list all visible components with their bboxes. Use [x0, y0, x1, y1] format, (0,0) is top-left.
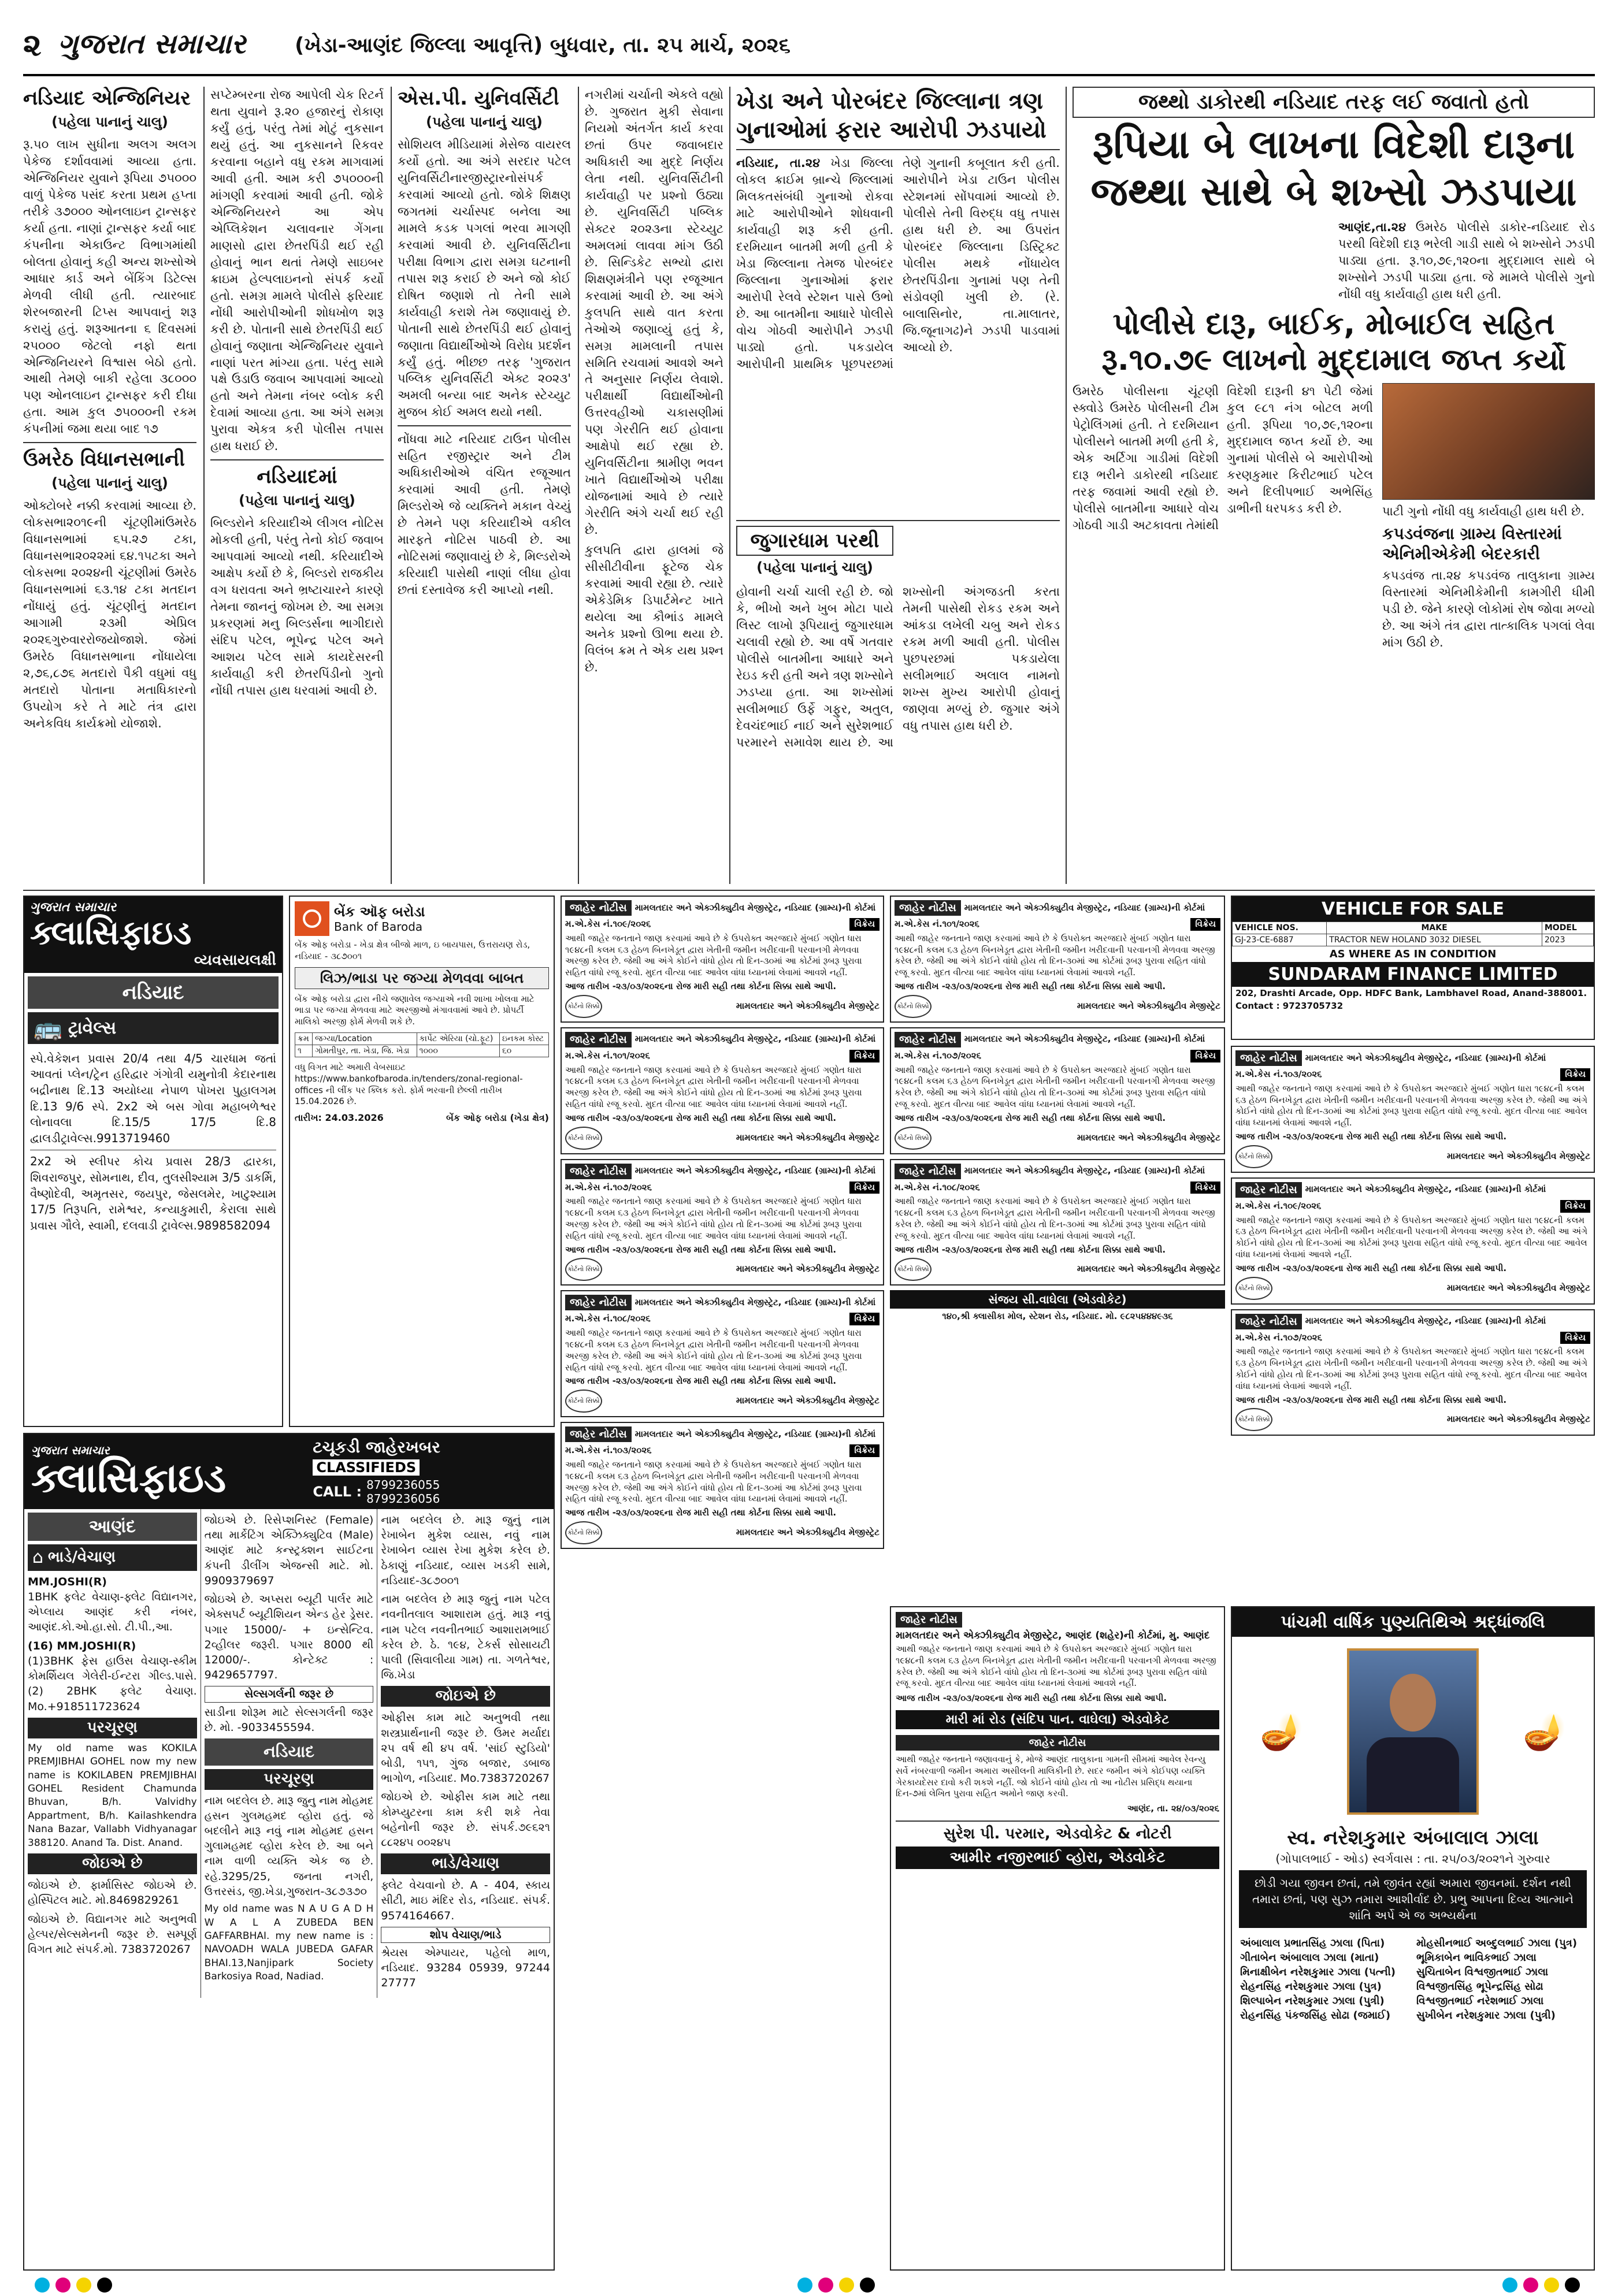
notice-body: આથી જાહેર જનતાને જાણ કરવામાં આવે છે કે ઉપરોક્ત અરજદારે મુંબઈ ગણોત ધારા ૧૯૪૮ની કલમ ૬૩ હેઠળ બિનખેડૂત દ્વારા ખેતીની જમીન ખરીદવાની પરવાનગી મેળવવા અરજી કરેલ છે. જેથી આ અંગે કોઈને વાંધો હોય તો દિન-૩૦માં આ કોર્ટમાં રૂબરૂ પુરાવા સહિત વાંધો રજૂ કરવો. મુદત વીત્યા બાદ આવેલ વાંધા ધ્યાનમાં લેવામાં આવશે નહીં. — [565, 1328, 862, 1373]
tribute-name: સ્વ. નરેશકુમાર અંબાલાલ ઝાલા — [1287, 1826, 1539, 1849]
classified-ad: નામ બદલેલ છે મારૂ જુનું નામ પટેલ નવનીતલાલ આશારામ હતું. મારૂ નવું નામ પટેલ નવનીતભાઈ આશારામભાઈ કરેલ છે. ઠે. ૧૯૪, ટેકર્સ સોસાયટી પાલી (સિવાલીયા ગામ) તા. ગળતેશ્વર, જિ.ખેડા — [381, 1593, 551, 1682]
sale-tag: વિક્રેય — [1560, 1200, 1590, 1213]
classified-ad: ઓફીસ કામ માટે અનુભવી તથા શસ્ત્રપ્રાર્થનાની જરૂર છે. ઉમર મર્યાદા ૨૫ વર્ષ થી ૪૫ વર્ષ. 'સાંઈ સ્ટુડિયો' બોડી, ૧૫૧, ગુંજ બજાર, ડબાજ ભાગોળ, નડિયાદ. Mo.7383720267 — [381, 1711, 551, 1785]
notice-date: આજ તારીખ -૨૩/૦૩/૨૦૨૬ના રોજ મારી સહી તથા કોર્ટના સિક્કા સાથે આપી. — [896, 1693, 1167, 1704]
company-contact: Contact : 9723705732 — [1235, 1000, 1344, 1011]
family-member: સુખીબેન નરેશકુમાર ઝાલા (પુત્રી) — [1416, 2009, 1556, 2022]
classified-ad: 2x2 એ સ્લીપર કોચ પ્રવાસ 28/3 દ્વારકા, શિવરાજપુર, સોમનાથ, દીવ, તુલસીશ્યામ 3/5 ડાકર્મિ, વૈષ્ણોદેવી, અમૃતસર, જયપુર, જેસલમેર, ખાટુશ્યામ 17/5 તિરૂપતિ, રામેશ્વર, કન્યાકુમારી, કેરાલા સાથે પ્રવાસ ગૌલે, સ્વામી, દલવાડી ટ્રાવેલ્સ.9898582094 — [30, 1154, 276, 1232]
headline: રૂપિયા બે લાખના વિદેશી દારૂના — [1092, 122, 1575, 168]
family-member: સુચિતાબેન વિશ્વજીતભાઈ ઝાલા — [1416, 1966, 1549, 1978]
headline: એસ.પી. યુનિવર્સિટી — [398, 87, 559, 110]
sale-tag: વિક્રેય — [1190, 918, 1220, 931]
sale-tag: વિક્રેય — [1190, 1182, 1220, 1194]
family-member: વિશ્વજીતસિંહ ભૂપેન્દ્રસિંહ સોઢા — [1416, 1981, 1543, 1993]
dateline: આણંદ,તા.૨૪ — [1338, 220, 1407, 235]
case-number: મ.એ.કેસ નં.૧૦૭/૨૦૨૬ — [565, 1182, 652, 1192]
bank-name: બેંક ઑફ બરોડા — [334, 904, 425, 920]
continued-note: (પહેલા પાનાનું ચાલુ) — [51, 475, 168, 492]
notice-label: જાહેર નોટીસ — [896, 1735, 1219, 1751]
classified-ad: સ્પે.વેકેશન પ્રવાસ 20/4 તથા 4/5 ચારધામ જતાં આવતાં પ્લેન/ટ્રેન હરિદ્વાર ગંગોત્રી યમુનોત્રી કેદારનાથ બદ્રીનાથ દિ.13 અયોધ્યા નેપાળ પોખરા પુહાલગમ દિ.13 9/6 સ્પે. 2x2 એ બસ ગોવા મહાબળેશ્વર લોનાવલા દિ.15/5 17/5 દિ.8 દ્વાલડીટ્રાવેલ્સ.9913719460 — [30, 1051, 276, 1145]
notice-date: આજ તારીખ -૨૩/૦૩/૨૦૨૬ના રોજ મારી સહી તથા કોર્ટના સિક્કા સાથે આપી. — [895, 980, 1166, 991]
side-headline: કપડવંજના ગ્રામ્ય વિસ્તારમાં એનિમીએકેમી બેદરકારી — [1382, 523, 1562, 563]
court-notice — [561, 896, 884, 1023]
liquor-story — [1073, 87, 1595, 884]
notice-signature: મામલતદાર અને એક્ઝીક્યુટીવ મેજીસ્ટ્રેટ — [1077, 1000, 1220, 1011]
case-number: મ.એ.કેસ નં.૧૦૯/૨૦૨૬ — [565, 919, 651, 929]
tribute-title: પાંચમી વાર્ષિક પુણ્યતિથિએ શ્રદ્ધાંજલિ — [1232, 1607, 1594, 1637]
notices-right — [1231, 1046, 1595, 1600]
notices-middle-2 — [890, 896, 1225, 1600]
notice-office: મામલતદાર અને એક્ઝીક્યુટીવ મેજીસ્ટ્રેટ, નડિયાદ (ગ્રામ્ય)ની કોર્ટમાં — [964, 902, 1205, 913]
bank-ad — [289, 896, 555, 1427]
continued-note: (પહેલા પાનાનું ચાલુ) — [51, 113, 168, 130]
notice-date: આજ તારીખ -૨૩/૦૩/૨૦૨૬ના રોજ મારી સહી તથા કોર્ટના સિક્કા સાથે આપી. — [565, 1112, 837, 1123]
classified-ad: નામ બદલેલ છે. મારૂ જુનુ નામ મોહમદ હસન ગુલમહમદ વ્હોરા હતું. જે બદલીને મારૂ નવું નામ મોહમદ હસન ગુલામહમદ વ્હોરા કરેલ છે. આ બને નામ વાળી વ્યક્તિ એક જ છે. રહે.3295/25, જનતા નગરી, ઉત્તરસંડ, જી.ખેડા,ગુજરાત-૩૮૭૩૭૦ — [204, 1794, 374, 1898]
notice-body: આથી જાહેર જનતાને જાણ કરવામાં આવે છે કે ઉપરોક્ત અરજદારે મુંબઈ ગણોત ધારા ૧૯૪૮ની કલમ ૬૩ હેઠળ બિનખેડૂત દ્વારા ખેતીની જમીન ખરીદવાની પરવાનગી મેળવવા અરજી કરેલ છે. જેથી આ અંગે કોઈને વાંધો હોય તો દિન-૩૦માં આ કોર્ટમાં રૂબરૂ પુરાવા સહિત વાંધો રજૂ કરવો. મુદત વીત્યા બાદ આવેલ વાંધા ધ્યાનમાં લેવામાં આવશે નહીં. — [895, 1064, 1215, 1109]
classifieds-block-2 — [23, 1433, 555, 2271]
notice-signature: મામલતદાર અને એક્ઝીક્યુટીવ મેજીસ્ટ્રેટ — [736, 1000, 879, 1011]
advocate-address: ૧૪૦,શ્રી ક્લાસીકા મોલ, સ્ટેશન રોડ, નડિયાદ. મો. ૯૮૨૫૪૪૪૯૩૬ — [942, 1311, 1173, 1322]
court-notice — [890, 1159, 1225, 1286]
classified-ad: જોઇએ છે. વિદ્યાનગર માટે અનુભવી હેલ્પર/સેલ્સમેનની જરૂર છે. સમ્પૂર્ણ વિગત માટે સંપર્ક.મો. 7383720267 — [28, 1912, 197, 1956]
notice-signature: બેંક ઓફ બરોડા (ખેડા ક્ષેત્ર) — [446, 1112, 549, 1124]
notice-office: મામલતદાર અને એક્ઝીક્યુટીવ મેજીસ્ટ્રેટ, નડિયાદ (ગ્રામ્ય)ની કોર્ટમાં — [634, 1034, 876, 1045]
vehicle-ad — [1231, 896, 1595, 1040]
category-label: ભાડે/વેચાણ — [48, 1548, 116, 1566]
court-notice — [561, 1422, 884, 1549]
anand-notices — [890, 1606, 1225, 2271]
notice-office: મામલતદાર અને એક્ઝીક્યુટીવ મેજીસ્ટ્રેટ, નડિયાદ (ગ્રામ્ય)ની કોર્ટમાં — [634, 1296, 876, 1307]
category-label: જોઇએ છે — [381, 1686, 550, 1707]
case-number: મ.એ.કેસ નં.૧૦૩/૨૦૨૬ — [1235, 1069, 1322, 1079]
case-number: મ.એ.કેસ નં.૧૦૧/૨૦૨૬ — [895, 919, 979, 929]
kicker: જથ્થો ડાકોરથી નડિયાદ તરફ લઈ જવાતો હતો — [1073, 87, 1595, 118]
region-label: નડિયાદ — [28, 976, 279, 1009]
notice-signature: મામલતદાર અને એક્ઝીક્યુટીવ મેજીસ્ટ્રેટ — [1077, 1132, 1220, 1143]
court-notice — [561, 1290, 884, 1417]
notice-body: આથી જાહેર જનતાને જાણ કરવામાં આવે છે કે ઉપરોક્ત અરજદારે મુંબઈ ગણોત ધારા ૧૯૪૮ની કલમ ૬૩ હેઠળ બિનખેડૂત દ્વારા ખેતીની જમીન ખરીદવાની પરવાનગી મેળવવા અરજી કરેલ છે. જેથી આ અંગે કોઈને વાંધો હોય તો દિન-૩૦માં આ કોર્ટમાં રૂબરૂ પુરાવા સહિત વાંધો રજૂ કરવો. મુદત વીત્યા બાદ આવેલ વાંધા ધ્યાનમાં લેવામાં આવશે નહીં. — [565, 1459, 862, 1504]
notice-signature: મામલતદાર અને એક્ઝીક્યુટીવ મેજીસ્ટ્રેટ — [1446, 1414, 1590, 1425]
col4 — [585, 87, 723, 884]
family-member: ગીતાબેન અંબાલાલ ઝાલા (માતા) — [1240, 1952, 1379, 1964]
category-label: પરચૂરણ — [205, 1769, 374, 1790]
story-body: નગરીમાં ચર્ચાની એકલે વહ્યો છે. ગુજરાત મુકી સેવાના નિયમો અંતર્ગત કાર્ય કરવા છતાં ઉપર જવાબદાર અધિકારી આ મુદ્દે નિર્ણય લેતા નથી. યુનિવર્સિટીની કાર્યવાહી પર પ્રશ્નો ઉઠ્યા છે. યુનિવર્સિટી પબ્લિક સેક્ટર ૨૦૨૩ના સ્ટેચ્યુટ અમલમાં લાવવા માંગ ઉઠી છે. સિન્ડિકેટ સભ્યો દ્વારા શિક્ષણમંત્રીને પણ રજૂઆત કરવામાં આવી છે. આ અંગે કુલપતિ સાથે વાત કરતા તેઓએ જણાવ્યું હતું કે, સમગ્ર મામલાની તપાસ સમિતિ રચવામાં આવશે અને તે અનુસાર નિર્ણય લેવાશે. પરીક્ષાર્થી વિદ્યાર્થીઓની ઉત્તરવહીઓ ચકાસણીમાં પણ ગેરરીતિ થઈ હોવાના આક્ષેપો થઈ રહ્યા છે. યુનિવર્સિટીના શ્રામીણ ભવન ખાતે વિદ્યાર્થીઓએ પરીક્ષા યોજનામાં આવે છે ત્યારે ગેરરીતિ અંગે ચર્ચા થઈ રહી છે. — [585, 88, 723, 537]
case-number: મ.એ.કેસ નં.૧૦૩/૨૦૨૬ — [565, 1445, 652, 1456]
notice-date: આજ તારીખ -૨૩/૦૩/૨૦૨૬ના રોજ મારી સહી તથા કોર્ટના સિક્કા સાથે આપી. — [895, 1112, 1166, 1123]
notice-label: જાહેર નોટીસ — [896, 1612, 962, 1628]
classifieds-en: CLASSIFIEDS — [313, 1459, 420, 1476]
diya-icon: 🪔 — [1523, 1711, 1566, 1752]
story-body: પાટી ગુનો નોંધી વધુ કાર્યવાહી હાથ ધરી છે. — [1382, 504, 1585, 518]
tagline: ટચૂકડી જાહેરખબર — [313, 1437, 440, 1457]
page-number: ૨ — [23, 27, 42, 63]
family-member: અંબાલાલ પ્રભાતસિંહ ઝાલા (પિતા) — [1240, 1937, 1385, 1949]
story-body: કપડવંજ તા.૨૪ કપડવંજ તાલુકાના ગ્રામ્ય વિસ્તારમાં એનિમીકેમીની કામગીરી ધીમી પડી છે. જેને કારણે લોકોમાં રોષ જોવા મળ્યો છે. આ અંગે તંત્ર દ્વારા તાત્કાલિક પગલાં લેવા માંગ ઉઠી છે. — [1382, 568, 1595, 649]
classified-subtitle: વ્યવસાયલક્ષી — [194, 951, 276, 969]
notice-date: આજ તારીખ -૨૩/૦૩/૨૦૨૬ના રોજ મારી સહી તથા કોર્ટના સિક્કા સાથે આપી. — [1235, 1131, 1507, 1142]
notice-date: આણંદ, તા. ૨૪/૦૩/૨૦૨૬ — [1127, 1803, 1219, 1814]
notice-office: મામલતદાર અને એક્ઝીક્યુટીવ મેજીસ્ટ્રેટ, નડિયાદ (ગ્રામ્ય)ની કોર્ટમાં — [1305, 1052, 1546, 1063]
tribute-subtitle: (ગોપાલભાઈ - ઓડ) સ્વર્ગવાસ : તા. ૨૫/૦૩/૨૦૨૧ને ગુરુવાર — [1275, 1852, 1550, 1866]
advocate-name: સંજય સી.વાઘેલા (એડવોકેટ) — [890, 1290, 1225, 1309]
family-member: મિનાક્ષીબેન નરેશકુમાર ઝાલા (પત્ની) — [1240, 1966, 1396, 1978]
family-member: રોહનસિંહ પંકજસિંહ સોઢા (જમાઈ) — [1240, 2009, 1391, 2022]
court-notice — [890, 1027, 1225, 1154]
notice-signature: મામલતદાર અને એક્ઝીક્યુટીવ મેજીસ્ટ્રેટ — [1446, 1150, 1590, 1161]
family-member: ભૂમિકાબેન ભાવિકભાઈ ઝાલા — [1416, 1952, 1537, 1964]
notice-date: આજ તારીખ -૨૩/૦૩/૨૦૨૬ના રોજ મારી સહી તથા કોર્ટના સિક્કા સાથે આપી. — [565, 1376, 837, 1387]
notice-signature: મામલતદાર અને એક્ઝીક્યુટીવ મેજીસ્ટ્રેટ — [736, 1132, 879, 1143]
vehicle-note: AS WHERE AS IN CONDITION — [1329, 948, 1497, 960]
story-body: સોશિયલ મીડિયામાં મેસેજ વાયરલ કર્યો હતો. આ અંગે સરદાર પટેલ યુનિવર્સિટીનારજીસ્ટ્રારનોસંપર્ક કરવામાં આવ્યો હતો. જોકે શિક્ષણ જગતમાં ચર્ચાસ્પદ બનેલા આ મામલે કડક પગલાં ભરવા માગણી કરવામાં આવી છે. યુનિવર્સિટીના પરીક્ષા વિભાગ દ્વારા સમગ્ર ઘટનાની તપાસ શરૂ કરાઈ છે અને જો કોઈ દોષિત જણાશે તો તેની સામે કાર્યવાહી કરાશે તેમ જણાવાયું છે. પોતાની સાથે છેતરપિંડી થઈ હોવાનું જણાતા વિદ્યાર્થીઓએ વિરોધ પ્રદર્શન કર્યું હતું. ભીછ્છ તરફ 'ગુજરાત પબ્લિક યુનિવર્સિટી એક્ટ ૨૦૨૩' અમલી બન્યા બાદ અનેક સ્ટેચ્યુટ મુજબ કોઈ અમલ થયો નથી. — [398, 137, 571, 419]
location-table: ક્રમ જગ્યા/Location કાર્પેટ એરિયા (ચો.ફૂટ) ઇનકમ કોસ્ટ ૧ ગોમતીપુર, તા. ખેડા, જિ. ખેડા ૧૦૦૦ ૬૦ — [295, 1032, 549, 1057]
notice-date: આજ તારીખ -૨૩/૦૩/૨૦૨૬ના રોજ મારી સહી તથા કોર્ટના સિક્કા સાથે આપી. — [1235, 1262, 1507, 1273]
kheda-story — [736, 87, 1060, 514]
notice-label: જાહેર નોટીસ — [895, 900, 961, 916]
notice-office: મામલતદાર અને એક્ઝીક્યુટીવ મેજીસ્ટ્રેટ, આણંદ (શહેર)ની કોર્ટમાં, મુ. આણંદ — [896, 1630, 1210, 1641]
notice-label: જાહેર નોટીસ — [1235, 1050, 1302, 1066]
dateline: નડિયાદ, તા.૨૪ — [736, 156, 821, 170]
advocate-name: સુરેશ પી. પરમાર, એડવોકેટ & નોટરી — [896, 1821, 1219, 1843]
case-number: મ.એ.કેસ નં.૧૦૯/૨૦૨૬ — [1235, 1200, 1322, 1211]
court-notice — [1231, 1046, 1595, 1173]
photo — [1382, 383, 1595, 500]
story-body: કુલપતિ દ્વારા હાલમાં જે સીસીટીવીના ફૂટેજ ચેક કરવામાં આવી રહ્યા છે. ત્યારે એકેડેમિક ડિપાર્ટમેન્ટ ખાતે થયેલા આ કૌભાંડ મામલે અનેક પ્રશ્નો ઊભા થયા છે. વિલંબ ક્રમ તે એક યથ પ્રશ્ન છે. — [585, 543, 723, 674]
phone: 8799236056 — [366, 1492, 440, 1506]
court-notice — [561, 1159, 884, 1286]
story-body: ઉમરેઠ પોલીસે ડાકોર-નડિયાદ રોડ પરથી વિદેશી દારૂ ભરેલી ગાડી સાથે બે શખ્સોને ઝડપી પાડ્યા હતા. રૂ.૧૦,૭૯,૧૨૦ના મુદ્દામાલ સાથે બે શખ્સોને ઝડપી પાડ્યા હતા. જે મામલે પોલીસે ગુનો નોંધી વધુ કાર્યવાહી હાથ ધરી હતી. — [1338, 220, 1595, 302]
notice-label: જાહેર નોટીસ — [895, 1032, 961, 1047]
court-seal-icon: કોર્ટનો સિક્કો — [565, 995, 602, 1018]
classified-ad: સાડીના શોરૂમ માટે સેલ્સગર્લની જરૂર છે. મો. -9033455594. — [204, 1706, 374, 1734]
sale-tag: વિક્રેય — [849, 1050, 879, 1062]
case-number: મ.એ.કેસ નં.૧૦૭/૨૦૨૬ — [895, 1050, 981, 1061]
court-seal-icon: કોર્ટનો સિક્કો — [565, 1127, 602, 1150]
category-label: ભાડે/વેચાણ — [381, 1853, 550, 1874]
classifieds-block-1 — [23, 896, 283, 1427]
paper-name: ગુજરાત સમાચાર — [58, 28, 246, 60]
court-seal-icon: કોર્ટનો સિક્કો — [895, 995, 932, 1018]
classified-ad: જોઇએ છે. રિસેપ્શનિસ્ટ (Female) તથા માર્કેટિંગ એક્ઝિક્યુટિવ (Male) આણંદ માટે કન્સ્ટ્રક્શન સાઈટના કંપની ડીલીંગ એજન્સી માટે. મો. 9909379697 — [204, 1514, 374, 1587]
bank-name-en: Bank of Baroda — [334, 920, 423, 934]
headline: નડિયાદમાં — [257, 465, 337, 489]
notice-label: જાહેર નોટીસ — [565, 1295, 632, 1310]
notice-body: આથી જાહેર જનતાને જાણ કરવામાં આવે છે કે ઉપરોક્ત અરજદારે મુંબઈ ગણોત ધારા ૧૯૪૮ની કલમ ૬૩ હેઠળ બિનખેડૂત દ્વારા ખેતીની જમીન ખરીદવાની પરવાનગી મેળવવા અરજી કરેલ છે. જેથી આ અંગે કોઈને વાંધો હોય તો દિન-૩૦માં આ કોર્ટમાં રૂબરૂ પુરાવા સહિત વાંધો રજૂ કરવો. મુદત વીત્યા બાદ આવેલ વાંધા ધ્યાનમાં લેવામાં આવશે નહીં. — [1235, 1083, 1588, 1128]
diya-icon: 🪔 — [1260, 1711, 1303, 1752]
sale-tag: વિક્રેય — [849, 1444, 879, 1457]
classified-ad: નામ બદલેલ છે. મારૂ જુનું નામ રેખાબેન મુકેશ વ્યાસ, નવું નામ રેખાબેન વ્યાસ રેખા મુકેશ કરેલ છે. ઠેકાણું નડિયાદ, વ્યાસ ખડકી સામે, નડિયાદ-૩૮૭૦૦૧ — [381, 1514, 551, 1587]
brand: ગુજરાત સમાચાર — [30, 900, 116, 915]
col2 — [210, 87, 384, 884]
category-label: સેલ્સગર્લની જરૂર છે — [205, 1686, 374, 1702]
court-notice — [890, 896, 1225, 1023]
notice-footer: વધુ વિગત માટે અમારી વેબસાઇટ https://www.bankofbaroda.in/tenders/zonal-regional-offices ની લીંક પર ક્લિક કરો. ફોર્મ ભરવાની છેલ્લી તારીખ 15.04.2026 છે. — [295, 1061, 523, 1107]
classified-ad: શ્રેયસ એમ્પાયર, પહેલો માળ, નડિયાદ. 93284 05939, 97244 27777 — [381, 1946, 551, 1990]
story-body: નોંધવા માટે નરિયાદ ટાઉન પોલીસ સહિત રજીસ્ટ્રાર અને ટીમ અધિકારીઓએ વંચિત રજૂઆત કરવામાં આવી હતી. તેમણે મિલ્ડરોએ જે વ્યક્તિને મકાન વેચ્યું છે તેમને પણ કરિયાદીએ વકીલ મારફતે નોટિસ પાઠવી છે. આ નોટિસમાં જણાવાયું છે કે, મિલ્ડરોએ કરિયાદી પાસેથી નાણાં લીધા હોવા છતાં દસ્તાવેજ કરી આપ્યો નથી. — [398, 432, 571, 597]
story-body: સપ્ટેમ્બરના રોજ આપેલી ચેક રિટર્ન થતા યુવાને રૂ.૨૦ હજારનું રોકાણ કર્યું હતું, પરંતુ તેમાં મોટું નુકસાન થયું હતું. આ નુકસાનને રિકવર કરવાના બહાને વધુ રકમ માગવામાં આવી હતી. આમ કરી ૭૫૦૦૦ની માંગણી કરવામાં આવી હતી. જોકે એન્જિનિયરને આ એપ એપ્લિકેશન ચલાવનાર ગેંગના માણસો દ્વારા છેતરપિંડી થઈ રહી હોવાનું ભાન થતાં તેમણે સાઇબર ક્રાઇમ હેલ્પલાઇનનો સંપર્ક કર્યો હતો. સમગ્ર મામલે પોલીસે ફરિયાદ નોંધી આરોપીઓની શોધખોળ શરૂ કરી છે. પોતાની સાથે છેતરપિંડી થઈ હોવાનું જણાતા એન્જિનિયર યુવાને નાણાં પરત માંગ્યા હતા. પરંતુ સામે પક્ષે ઉડાઉ જવાબ આપવામાં આવ્યો હતો અને તેમના નંબર બ્લોક કરી દેવામાં આવ્યા હતા. આ અંગે સમગ્ર પુરાવા એકત્ર કરી પોલીસ તપાસ હાથ ધરાઈ છે. — [210, 88, 384, 454]
classified-ad: જોઇએ છે. ઓફીસ કામ માટે તથા કોમ્પ્યુટરના કામ કરી શકે તેવા બહેનોની જરૂર છે. સંપર્ક.૭૯૬૨૧ ૮૮૨૪૫ ૦૦૨૪૫ — [381, 1790, 551, 1849]
notice-label: જાહેર નોટીસ — [1235, 1314, 1302, 1329]
sale-tag: વિક્રેય — [1190, 1050, 1220, 1062]
notice-body: આથી જાહેર જનતાને જાણ કરવામાં આવે છે કે ઉપરોક્ત અરજદારે મુંબઈ ગણોત ધારા ૧૯૪૮ની કલમ ૬૩ હેઠળ બિનખેડૂત દ્વારા ખેતીની જમીન ખરીદવાની પરવાનગી મેળવવા અરજી કરેલ છે. જેથી આ અંગે કોઈને વાંધો હોય તો દિન-૩૦માં આ કોર્ટમાં રૂબરૂ પુરાવા સહિત વાંધો રજૂ કરવો. મુદત વીત્યા બાદ આવેલ વાંધા ધ્યાનમાં લેવામાં આવશે નહીં. — [565, 932, 862, 978]
court-notice — [1231, 1177, 1595, 1305]
classified-ad: જોઇએ છે. અપ્સરા બ્યૂટી પાર્લર માટે એક્સપર્ટ બ્યૂટીશિયન એન્ડ હેર ડ્રેસર. પગાર 15000/- + ઇન્સેન્ટિવ. 2વ્હીલર જરૂરી. પગાર 8000 થી 12000/-. કોન્ટેક્ટ : 9429657797. — [204, 1593, 374, 1682]
notice-date: તારીખ: 24.03.2026 — [295, 1112, 384, 1124]
notice-date: આજ તારીખ -૨૩/૦૩/૨૦૨૬ના રોજ મારી સહી તથા કોર્ટના સિક્કા સાથે આપી. — [565, 1244, 837, 1255]
advocate-name: આમીર નજીરભાઈ વ્હોરા, એડવોકેટ — [896, 1847, 1219, 1869]
notice-label: જાહેર નોટીસ — [895, 1164, 961, 1179]
headline: નડિયાદ એન્જિનિયર — [23, 87, 191, 110]
notice-date: આજ તારીખ -૨૩/૦૩/૨૦૨૬ના રોજ મારી સહી તથા કોર્ટના સિક્કા સાથે આપી. — [1235, 1394, 1507, 1405]
court-seal-icon: કોર્ટનો સિક્કો — [565, 1258, 602, 1281]
case-number: મ.એ.કેસ નં.૧૦૮/૨૦૨૬ — [565, 1313, 651, 1324]
sale-tag: વિક્રેય — [849, 1313, 879, 1325]
classified-ad: (1)3BHK ફેસ હાઉસ વેચાણ-સ્કીમ કોમર્શિયલ ગેલેરી-ઈન્ટરા ગીલ્ડ.પાસે.(2) 2BHK ફલેટ વેચાણ. Mo.+918511723624 — [28, 1654, 197, 1713]
bank-address: બેંક ઓફ બરોડા - ખેડા ક્ષેત્ર બીજો માળ, ઇ બાયપાસ, ઉત્તરાયણ રોડ, નડિયાદ - ૩૮૭૦૦૧ — [295, 939, 530, 961]
advocate-name: મારી માં રોડ (સંદિપ પાન. વાઘેલા) એડવોકેટ — [896, 1710, 1219, 1729]
category-label: શોપ વેચાણ/ભાડે — [381, 1927, 550, 1943]
case-number: મ.એ.કેસ નં.૧૦૮/૨૦૨૬ — [895, 1182, 980, 1192]
sale-tag: વિક્રેય — [1560, 1332, 1590, 1344]
family-member: મોહસીનભાઈ અબ્દુલભાઈ ઝાલા (પુત્ર) — [1416, 1937, 1578, 1949]
family-member: રોહનસિંહ નરેશકુમાર ઝાલા (પુત્ર) — [1240, 1981, 1382, 1993]
notice-office: મામલતદાર અને એક્ઝીક્યુટીવ મેજીસ્ટ્રેટ, નડિયાદ (ગ્રામ્ય)ની કોર્ટમાં — [964, 1034, 1205, 1045]
classified-ad: 1BHK ફલેટ વેચાણ-ફ્લેટ વિદ્યાનગર, એપ્લાય આણંદ કરી નંબર, આણંદ.કો.ઓ.હા.સો. ટી.પી.,આ. — [28, 1591, 197, 1634]
notice-body: આથી જાહેર જનતાને જાણ કરવામાં આવે છે કે ઉપરોક્ત અરજદારે મુંબઈ ગણોત ધારા ૧૯૪૮ની કલમ ૬૩ હેઠળ બિનખેડૂત દ્વારા ખેતીની જમીન ખરીદવાની પરવાનગી મેળવવા અરજી કરેલ છે. જેથી આ અંગે કોઈને વાંધો હોય તો દિન-૩૦માં આ કોર્ટમાં રૂબરૂ પુરાવા સહિત વાંધો રજૂ કરવો. મુદત વીત્યા બાદ આવેલ વાંધા ધ્યાનમાં લેવામાં આવશે નહીં. — [565, 1196, 862, 1241]
continued-note: (પહેલા પાનાનું ચાલુ) — [756, 559, 873, 575]
classified-ad: જોઇએ છે. ફાર્માસિસ્ટ જોઇએ છે. હોસ્પિટલ માટે. મો.8469829261 — [28, 1879, 197, 1907]
notice-body: આથી જાહેર જનતાને જાણ કરવામાં આવે છે કે ઉપરોક્ત અરજદારે મુંબઈ ગણોત ધારા ૧૯૪૮ની કલમ ૬૩ હેઠળ બિનખેડૂત દ્વારા ખેતીની જમીન ખરીદવાની પરવાનગી મેળવવા અરજી કરેલ છે. જેથી આ અંગે કોઈને વાંધો હોય તો દિન-૩૦માં આ કોર્ટમાં રૂબરૂ પુરાવા સહિત વાંધો રજૂ કરવો. મુદત વીત્યા બાદ આવેલ વાંધા ધ્યાનમાં લેવામાં આવશે નહીં. — [565, 1064, 862, 1109]
notice-date: આજ તારીખ -૨૩/૦૩/૨૦૨૬ના રોજ મારી સહી તથા કોર્ટના સિક્કા સાથે આપી. — [565, 980, 837, 991]
headline: ખેડા અને પોરબંદર જિલ્લાના ત્રણ ગુનાઓમાં ફરાર આરોપી ઝડપાયો — [736, 87, 1060, 150]
sale-tag: વિક્રેય — [1560, 1068, 1590, 1081]
notice-body: આથી જાહેર જનતાને જાણ કરવામાં આવે છે કે ઉપરોક્ત અરજદારે મુંબઈ ગણોત ધારા ૧૯૪૮ની કલમ ૬૩ હેઠળ બિનખેડૂત દ્વારા ખેતીની જમીન ખરીદવાની પરવાનગી મેળવવા અરજી કરેલ છે. જેથી આ અંગે કોઈને વાંધો હોય તો દિન-૩૦માં આ કોર્ટમાં રૂબરૂ પુરાવા સહિત વાંધો રજૂ કરવો. મુદત વીત્યા બાદ આવેલ વાંધા ધ્યાનમાં લેવામાં આવશે નહીં. — [895, 1196, 1215, 1241]
tribute — [1231, 1606, 1595, 2271]
continued-note: (પહેલા પાનાનું ચાલુ) — [239, 492, 355, 509]
court-seal-icon: કોર્ટનો સિક્કો — [1235, 1408, 1272, 1431]
classified-title: ક્લાસિફાઇડ — [31, 1454, 227, 1502]
case-number: મ.એ.કેસ નં.૧૦૭/૨૦૨૬ — [1235, 1332, 1322, 1343]
notice-label: જાહેર નોટીસ — [565, 1164, 632, 1179]
notice-signature: મામલતદાર અને એક્ઝીક્યુટીવ મેજીસ્ટ્રેટ — [736, 1395, 879, 1406]
classified-title: ક્લાસિફાઇડ — [30, 913, 192, 952]
region-label: આણંદ — [28, 1513, 197, 1541]
court-notice — [1231, 1309, 1595, 1436]
court-seal-icon: કોર્ટનો સિક્કો — [565, 1521, 602, 1544]
notice-signature: મામલતદાર અને એક્ઝીક્યુટીવ મેજીસ્ટ્રેટ — [736, 1527, 879, 1537]
story-body: ખેડા જિલ્લા લોકલ ક્રાઈમ બ્રાન્ચે જિલ્લામાં મિલકતસંબંધી ગુનાઓ રોકવા માટે આરોપીઓને શોધવાની કાર્યવાહી શરૂ કરી હતી. દરમિયાન બાતમી મળી હતી કે ખેડા જિલ્લાના તેમજ પોરબંદર જિલ્લાના ગુનાઓમાં ફરાર આરોપી રેલવે સ્ટેશન પાસે ઉભો છે. આ બાતમીના આધારે પોલીસે વોચ ગોઠવી આરોપીને ઝડપી પાડ્યો હતો. પકડાયેલ આરોપીની પ્રાથમિક પૂછપરછમાં તેણે ગુનાની કબૂલાત કરી હતી. આરોપીને ખેડા ટાઉન પોલીસ સ્ટેશનમાં સોંપવામાં આવ્યો છે. પોલીસે તેની વિરુદ્ધ વધુ તપાસ હાથ ધરી છે. આ ઉપરાંત પોરબંદર જિલ્લાના ડિસ્ટ્રિક્ટ પોલીસ મથકે નોંધાયેલ છેતરપિંડીના ગુનામાં પણ તેની સંડોવણી ખુલી છે. (રે. બાલાસિનોર, તા.માલાતર, જિ.જૂનાગઢ)ને ઝડપી પાડવામાં આવ્યો છે. — [736, 156, 1060, 371]
call-label: CALL : — [313, 1484, 362, 1500]
court-seal-icon: કોર્ટનો સિક્કો — [1235, 1277, 1272, 1300]
category-label: પરચૂરણ — [28, 1718, 197, 1738]
court-notice — [561, 1027, 884, 1154]
notice-signature: મામલતદાર અને એક્ઝીક્યુટીવ મેજીસ્ટ્રેટ — [1446, 1282, 1590, 1293]
ad-head: MM.JOSHI(R) — [28, 1575, 107, 1588]
notice-heading: લિઝ/ભાડા પર જગ્યા મેળવવા બાબત — [295, 967, 549, 989]
court-seal-icon: કોર્ટનો સિક્કો — [895, 1258, 932, 1281]
notice-body: બેંક ઓફ બરોડા દ્વારા નીચે જણાવેલ જગ્યાએ નવી શાખા ખોલવા માટે ભાડા પર જગ્યા મેળવવા માટે અરજીઓ મંગાવવામાં આવે છે. પ્રોપર્ટી માલિકો અરજી ફોર્મ મેળવી શકે છે. — [295, 993, 535, 1027]
company-address: 202, Drashti Arcade, Opp. HDFC Bank, Lambhavel Road, Anand-388001. — [1235, 988, 1587, 998]
brand: ગુજરાત સમાચાર — [31, 1443, 110, 1458]
notice-signature: મામલતદાર અને એક્ઝીક્યુટીવ મેજીસ્ટ્રેટ — [1077, 1264, 1220, 1275]
sale-tag: વિક્રેય — [849, 918, 879, 931]
notice-office: મામલતદાર અને એક્ઝીક્યુટીવ મેજીસ્ટ્રેટ, નડિયાદ (ગ્રામ્ય)ની કોર્ટમાં — [1305, 1316, 1546, 1327]
notice-label: જાહેર નોટીસ — [565, 1032, 632, 1047]
notice-signature: મામલતદાર અને એક્ઝીક્યુટીવ મેજીસ્ટ્રેટ — [736, 1264, 879, 1275]
notice-body: આથી જાહેર જનતાને જાણ કરવામાં આવે છે કે ઉપરોક્ત અરજદારે મુંબઈ ગણોત ધારા ૧૯૪૮ની કલમ ૬૩ હેઠળ બિનખેડૂત દ્વારા ખેતીની જમીન ખરીદવાની પરવાનગી મેળવવા અરજી કરેલ છે. જેથી આ અંગે કોઈને વાંધો હોય તો દિન-૩૦માં આ કોર્ટમાં રૂબરૂ પુરાવા સહિત વાંધો રજૂ કરવો. મુદત વીત્યા બાદ આવેલ વાંધા ધ્યાનમાં લેવામાં આવશે નહીં. — [1235, 1214, 1588, 1260]
notice-body: આથી જાહેર જનતાને જાણ કરવામાં આવે છે કે ઉપરોક્ત અરજદારે મુંબઈ ગણોત ધારા ૧૯૪૮ની કલમ ૬૩ હેઠળ બિનખેડૂત દ્વારા ખેતીની જમીન ખરીદવાની પરવાનગી મેળવવા અરજી કરેલ છે. જેથી આ અંગે કોઈને વાંધો હોય તો દિન-૩૦માં આ કોર્ટમાં રૂબરૂ પુરાવા સહિત વાંધો રજૂ કરવો. મુદત વીત્યા બાદ આવેલ વાંધા ધ્યાનમાં લેવામાં આવશે નહીં. — [895, 932, 1215, 978]
notice-office: મામલતદાર અને એક્ઝીક્યુટીવ મેજીસ્ટ્રેટ, નડિયાદ (ગ્રામ્ય)ની કોર્ટમાં — [634, 1165, 876, 1176]
court-seal-icon: કોર્ટનો સિક્કો — [1235, 1145, 1272, 1168]
family-member: વિશ્વજીતભાઈ નરેશભાઈ ઝાલા — [1416, 1995, 1544, 2007]
case-number: મ.એ.કેસ નં.૧૦૧/૨૦૨૬ — [565, 1050, 650, 1061]
col1 — [23, 87, 196, 884]
notice-office: મામલતદાર અને એક્ઝીક્યુટીવ મેજીસ્ટ્રેટ, નડિયાદ (ગ્રામ્ય)ની કોર્ટમાં — [964, 1165, 1205, 1176]
court-seal-icon: કોર્ટનો સિક્કો — [565, 1390, 602, 1413]
story-body: ઓક્ટોબરે નક્કી કરવામાં આવ્યા છે. લોકસભા૨૦૧૯ની ચૂંટણીમાંઉમરેઠ વિધાનસભામાં ૬૫.૨૭ ટકા, વિધાનસભા૨૦૨૨માં ૬૪.૧૫ટકા અને લોકસભા ૨૦૨૪ની ચૂંટણીમાં ઉમરેઠ વિધાનસભામાં ૬૩.૧૪ ટકા મતદાન નોંધાયું હતું. ચૂંટણીનું મતદાન આગામી ૨૩મી એપ્રિલ ૨૦૨૬ગુરુવારરોજયોજાશે. જેમાં ઉમરેઠ વિધાનસભાના નોંધાયેલા ૨,૭૬,૮૭૬ મતદારો પૈકી વધુમાં વધુ મતદારો પોતાના મતાધિકારનો ઉપયોગ કરે તે માટે તંત્ર દ્વારા અનેકવિધ કાર્યક્રમો યોજાશે. — [23, 499, 196, 730]
notices-middle — [561, 896, 884, 2271]
vehicle-title: VEHICLE FOR SALE — [1232, 897, 1594, 922]
court-seal-icon: કોર્ટનો સિક્કો — [895, 1127, 932, 1150]
notice-office: મામલતદાર અને એક્ઝીક્યુટીવ મેજીસ્ટ્રેટ, નડિયાદ (ગ્રામ્ય)ની કોર્ટમાં — [634, 902, 876, 913]
headline: પોલીસે દારૂ, બાઈક, મોબાઈલ સહિત — [1112, 307, 1555, 342]
notice-date: આજ તારીખ -૨૩/૦૩/૨૦૨૬ના રોજ મારી સહી તથા કોર્ટના સિક્કા સાથે આપી. — [895, 1244, 1166, 1255]
sale-tag: વિક્રેય — [849, 1182, 879, 1194]
story-body: રૂ.૫૦ લાખ સુધીના અલગ અલગ પેકેજ દર્શાવવામાં આવ્યા હતા. એન્જિનિયર યુવાને રૂપિયા ૭૫૦૦૦ વાળું પેકેજ પસંદ કરતા પ્રથમ હપ્તા તરીકે ૩૭૦૦૦ ઓનલાઇન ટ્રાન્સફર કર્યા હતા. નાણાં ટ્રાન્સફર કર્યા બાદ કંપનીના એકાઉન્ટ વિભાગમાંથી બોલતા હોવાનું કહી અન્ય શખ્સોએ આધાર કાર્ડ અને બેંકિંગ ડિટેલ્સ મેળવી લીધી હતી. ત્યારબાદ શેરબજારની ટિપ્સ આપવાનું શરૂ કરાયું હતું. શરૂઆતના ૬ દિવસમાં ૨૫૦૦૦ જેટલો નફો થતા એન્જિનિયરને વિશ્વાસ બેઠો હતો. આથી તેમણે બાકી રહેલા ૩૮૦૦૦ પણ ઓનલાઇન ટ્રાન્સફર કરી દીધા હતા. આમ કુલ ૭૫૦૦૦ની રકમ કંપનીમાં જમા થયા બાદ ૧૭ — [23, 137, 196, 436]
story-body: ઉમરેઠ પોલીસના ચૂંટણી સ્ક્વોડે ઉમરેઠ પોલીસની ટીમ પેટ્રોલિંગમાં હતી. તે દરમિયાન પોલીસને બાતમી મળી હતી કે, એક અર્ટિગા ગાડીમાં વિદેશી દારૂ ભરીને ડાકોરથી નડિયાદ તરફ જવામાં આવી રહ્યો છે. પોલીસે બાતમીના આધારે વોચ ગોઠવી ગાડી અટકાવતા તેમાંથી વિદેશી દારૂની ૪૧ પેટી જેમાં કુલ ૯૮૧ નંગ બોટલ મળી હતી. રૂપિયા ૧૦,૭૯,૧૨૦ના મુદ્દામાલ જપ્ત કર્યો છે. આ ગુનામાં પોલીસે બે આરોપીઓ કરણકુમાર કિરીટભાઈ પટેલ અને દિલીપભાઈ અભેસિંહ ડાભીની ધરપકડ કરી છે. — [1073, 384, 1373, 532]
notice-body: આથી જાહેર જનતાને જણાવવાનું કે, મોજે આણંદ તાલુકાના ગામની સીમમાં આવેલ રેવન્યુ સર્વે નંબરવાળી જમીન અમારા અસીલની માલિકીની છે. સદર જમીન અંગે કોઈપણ વ્યક્તિ ગેરકાયદેસર દાવો કરી શકશે નહીં. જો કોઈને વાંધો હોય તો આ નોટીસ પ્રસિદ્ધ થયાના દિન-૭માં લેખિત પુરાવા સહિત અમોને જાણ કરવી. — [896, 1753, 1206, 1799]
color-registration-marks — [23, 2276, 1595, 2294]
continued-note: (પહેલા પાનાનું ચાલુ) — [426, 113, 543, 130]
edition-line: (ખેડા-આણંદ જિલ્લા આવૃત્તિ) બુધવાર, તા. ૨૫ માર્ચ, ૨૦૨૬ — [295, 34, 791, 57]
notice-label: જાહેર નોટીસ — [565, 1426, 632, 1442]
vehicle-table: VEHICLE NOS. MAKE MODEL GJ-23-CE-6887 TRACTOR NEW HOLAND 3032 DIESEL 2023 — [1232, 922, 1594, 946]
tribute-quote: છોડી ગયા જીવન છતાં, તમે જીવંત રહ્યાં અમારા જીવનમાં. દર્શન નથી તમારા છતાં, પણ સુઝ તમારા આશીર્વાદ છે. પ્રભુ આપના દિવ્ય આત્માને શાંતિ અર્પે એ જ અભ્યર્થના — [1239, 1870, 1587, 1928]
classified-ad: My old name was N A U G A D H W A L A ZUBEDA BEN GAFFARBHAI. my new name is : NAVOADH WALA JUBEDA GAFAR BHAI.13,Nanjipark Society Barkosiya Road, Nadiad. — [204, 1903, 374, 1983]
col3 — [398, 87, 571, 884]
headline: રૂ.૧૦.૭૯ લાખનો મુદ્દામાલ જપ્ત કર્યો — [1101, 343, 1566, 378]
notice-date: આજ તારીખ -૨૩/૦૩/૨૦૨૬ના રોજ મારી સહી તથા કોર્ટના સિક્કા સાથે આપી. — [565, 1507, 837, 1518]
house-icon: ⌂ — [32, 1547, 44, 1568]
headline: ઉમરેઠ વિધાનસભાની — [23, 448, 185, 471]
notice-body: આથી જાહેર જનતાને જાણ કરવામાં આવે છે કે ઉપરોક્ત અરજદારે મુંબઈ ગણોત ધારા ૧૯૪૮ની કલમ ૬૩ હેઠળ બિનખેડૂત દ્વારા ખેતીની જમીન ખરીદવાની પરવાનગી મેળવવા અરજી કરેલ છે. જેથી આ અંગે કોઈને વાંધો હોય તો દિન-૩૦માં આ કોર્ટમાં રૂબરૂ પુરાવા સહિત વાંધો રજૂ કરવો. મુદત વીત્યા બાદ આવેલ વાંધા ધ્યાનમાં લેવામાં આવશે નહીં. — [896, 1644, 1216, 1689]
notice-label: જાહેર નોટીસ — [565, 900, 632, 916]
bus-icon: 🚌 — [34, 1015, 62, 1042]
bank-logo-icon — [295, 901, 329, 936]
notice-label: જાહેર નોટીસ — [1235, 1182, 1302, 1198]
notice-office: મામલતદાર અને એક્ઝીક્યુટીવ મેજીસ્ટ્રેટ, નડિયાદ (ગ્રામ્ય)ની કોર્ટમાં — [1305, 1184, 1546, 1195]
headline: જથ્થા સાથે બે શખ્સો ઝડપાયા — [1090, 169, 1577, 215]
jugar-story — [736, 520, 1060, 884]
masthead — [23, 23, 1595, 76]
notice-body: આથી જાહેર જનતાને જાણ કરવામાં આવે છે કે ઉપરોક્ત અરજદારે મુંબઈ ગણોત ધારા ૧૯૪૮ની કલમ ૬૩ હેઠળ બિનખેડૂત દ્વારા ખેતીની જમીન ખરીદવાની પરવાનગી મેળવવા અરજી કરેલ છે. જેથી આ અંગે કોઈને વાંધો હોય તો દિન-૩૦માં આ કોર્ટમાં રૂબરૂ પુરાવા સહિત વાંધો રજૂ કરવો. મુદત વીત્યા બાદ આવેલ વાંધા ધ્યાનમાં લેવામાં આવશે નહીં. — [1235, 1346, 1588, 1391]
phone: 8799236055 — [366, 1478, 440, 1492]
region-label: નડિયાદ — [205, 1738, 374, 1766]
story-body: બિલ્ડરોને કરિયાદીએ લીગલ નોટિસ મોકલી હતી, પરંતુ તેનો કોઈ જવાબ આપવામાં આવ્યો નથી. કરિયાદીએ આક્ષેપ કર્યો છે કે, બિલ્ડરો રાજકીય વગ ધરાવતા અને ભ્રષ્ટાચારને કારણે તેમના જાનનું જોખમ છે. આ સમગ્ર પ્રકરણમાં મનુ બિલ્ડર્સના ભાગીદારો સંદિપ પટેલ, ભૂપેન્દ્ર પટેલ અને આશય પટેલ સામે કાયદેસરની કાર્યવાહી કરી છેતરપિંડીનો ગુનો નોંધી તપાસ હાથ ધરવામાં આવી છે. — [210, 516, 384, 697]
headline: જુગારધામ પરથી — [736, 526, 893, 556]
family-member: શિલ્પાબેન નરેશકુમાર ઝાલા (પુત્રી) — [1240, 1995, 1385, 2007]
category-label: ટ્રાવેલ્સ — [68, 1017, 117, 1038]
notice-office: મામલતદાર અને એક્ઝીક્યુટીવ મેજીસ્ટ્રેટ, નડિયાદ (ગ્રામ્ય)ની કોર્ટમાં — [634, 1428, 876, 1439]
company-name: SUNDARAM FINANCE LIMITED — [1232, 962, 1594, 987]
classified-ad: My old name was KOKILA PREMJIBHAI GOHEL now my new name is KOKILABEN PREMJIBHAI GOHEL Resident Chamunda Bhuvan, B/h. Valvidhy Appartment, B/h. Kailashkendra Nana Bazar, Vallabh Vidhyanagar 388120. Anand Ta. Dist. Anand. — [28, 1742, 197, 1849]
story-body: હોવાની ચર્ચા ચાલી રહી છે. જો કે, ભીખો અને ખુબ મોટા પાયે લિસ્ટ લાખો રૂપિયાનું જુગારધામ ચલાવી રહ્યો છે. આ વર્ષે ગતવાર પોલીસે બાતમીના આધારે અને રેઇડ કરી હતી અને ત્રણ શખ્સોને ઝડપ્યા હતા. આ શખ્સોમાં સલીમભાઈ ઉર્ફે ગફુર, અતુલ, દેવચંદભાઈ નાઈ અને સુરેશભાઈ પરમારને સમાવેશ થાય છે. આ શખ્સોની અંગજડતી કરતા તેમની પાસેથી રોકડ રકમ અને આંકડા લખેલી ચબુ અને રોકડ રકમ મળી આવી હતી. પોલીસ પુછપરછમાં પકડાયેલા સલીમભાઈ અલાલ નામનો શખ્સ મુખ્ય આરોપી હોવાનું જાણવા મળ્યું છે. જુગાર અંગે વધુ તપાસ હાથ ધરી છે. — [736, 585, 1060, 749]
category-label: જોઇએ છે — [28, 1853, 197, 1874]
portrait — [1347, 1648, 1479, 1815]
classified-ad: ફ્લેટ વેચવાનો છે. A - 404, સ્કાય સીટી, માઇ મંદિર રોડ, નડિયાદ. સંપર્ક. 9574164667. — [381, 1879, 551, 1922]
ad-head: (16) MM.JOSHI(R) — [28, 1639, 136, 1652]
